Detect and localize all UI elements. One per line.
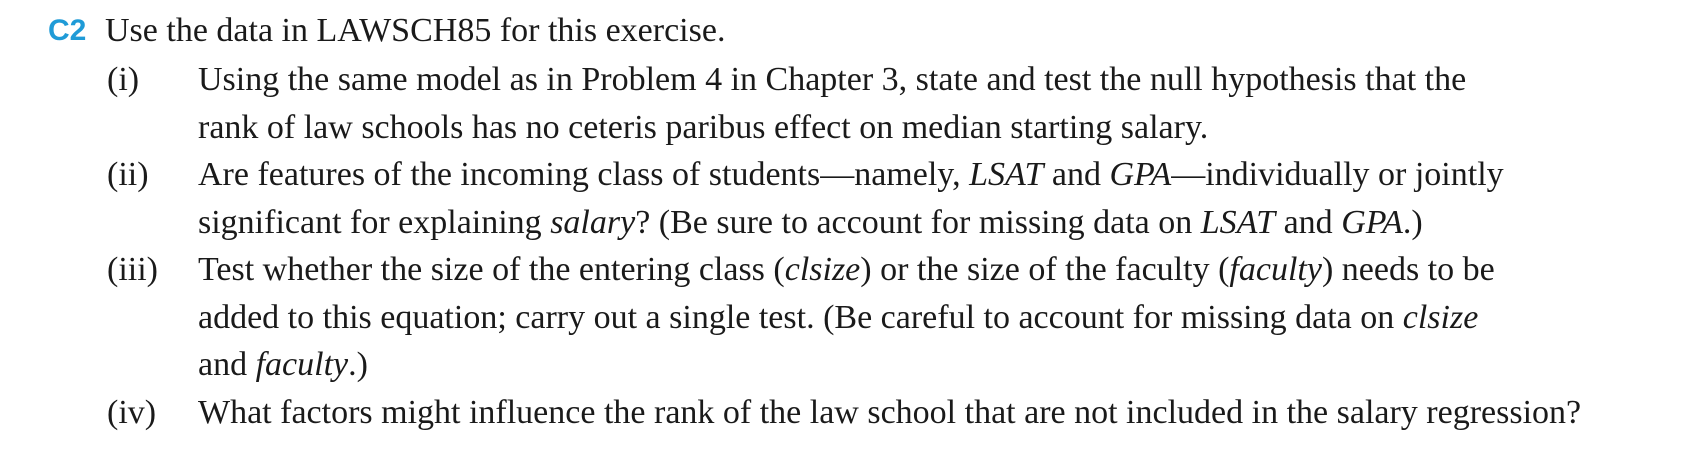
part-text-line [198,389,1688,437]
text-run: added to this equation; carry out a single test. (Be careful to account for missing data on [198,298,1403,336]
part-text-line [198,56,1688,104]
text-run: Using the same model as in Problem 4 in Chapter 3, state and test the null hypothesis that the [198,61,1467,98]
part-text-line [198,294,1688,342]
exercise-number: C2 [48,14,87,47]
part-text [198,56,1688,151]
text-run: and [1275,203,1342,241]
part-text [198,389,1688,437]
part-text-line [198,246,1688,294]
text-run: .) [1402,203,1423,241]
text-run: and [198,346,256,383]
text-run: .) [348,346,368,383]
text-run: significant for explaining [198,203,551,241]
part-label: (iv) [107,394,157,431]
italic-term: LSAT [1200,203,1276,241]
part-text-line [198,104,1688,152]
part-text-line [198,199,1688,247]
text-run: —individually or jointly [1171,156,1504,193]
italic-term: clsize [1402,298,1479,336]
part-label: (ii) [107,156,149,193]
text-run: ) needs to be [1321,251,1495,288]
exercise-intro: Use the data in LAWSCH85 for this exercise. [105,12,726,49]
part-text-line [198,341,1688,389]
text-run: What factors might influence the rank of the law school that are not included in the salary regression? [198,394,1582,431]
part-label: (iii) [107,251,158,288]
text-run: and [1043,156,1110,193]
part-label: (i) [107,61,140,98]
part-text [198,246,1688,389]
text-run: ) or the size of the faculty ( [860,251,1230,288]
part-text [198,151,1688,246]
italic-term: faculty [255,346,349,383]
italic-term: clsize [784,251,861,288]
italic-term: faculty [1229,251,1322,288]
text-run: Are features of the incoming class of students—namely, [198,156,970,193]
italic-term: GPA [1109,156,1172,193]
text-run: ? (Be sure to account for missing data on [635,203,1201,241]
italic-term: GPA [1341,203,1403,241]
text-run: rank of law schools has no ceteris paribus effect on median starting salary. [198,108,1209,146]
italic-term: salary [550,203,636,241]
italic-term: LSAT [969,156,1044,193]
part-text-line [198,151,1688,199]
text-run: Test whether the size of the entering class ( [198,251,785,288]
